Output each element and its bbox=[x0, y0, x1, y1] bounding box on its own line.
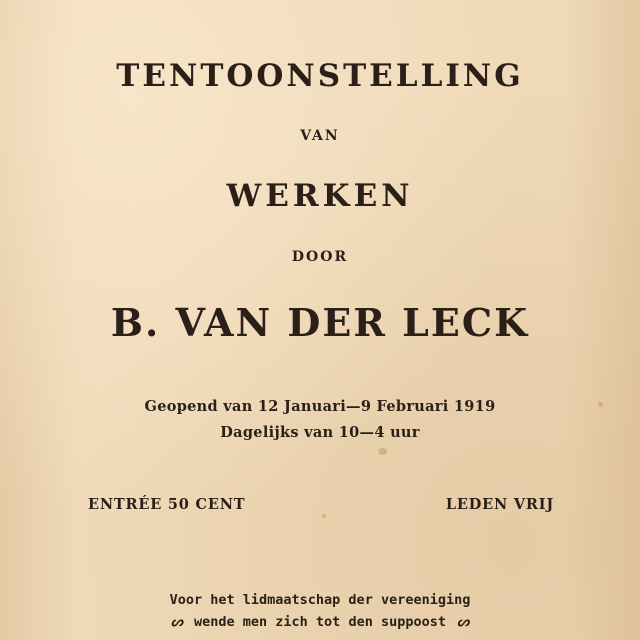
connector-door: DOOR bbox=[291, 249, 349, 265]
paper-stain bbox=[322, 514, 326, 518]
membership-line-2-text: wende men zich tot den suppoost bbox=[194, 614, 446, 630]
paper-stain bbox=[378, 448, 387, 455]
opening-hours: Dagelijks van 10—4 uur bbox=[220, 424, 420, 441]
artist-name: B. VAN DER LECK bbox=[110, 300, 530, 345]
members-free: LEDEN VRIJ bbox=[445, 496, 554, 513]
membership-line-2 bbox=[0, 614, 640, 630]
connector-van: VAN bbox=[300, 128, 340, 144]
poster-title: TENTOONSTELLING bbox=[116, 58, 524, 94]
poster-subject: WERKEN bbox=[226, 178, 414, 214]
entry-fee: ENTRÉE 50 CENT bbox=[88, 496, 246, 513]
ornament-left-icon: ᔕ bbox=[170, 614, 183, 630]
membership-line-1: Voor het lidmaatschap der vereeniging bbox=[169, 592, 471, 608]
opening-dates: Geopend van 12 Januari—9 Februari 1919 bbox=[144, 398, 496, 415]
ornament-right-icon: ᔕ bbox=[457, 614, 470, 630]
